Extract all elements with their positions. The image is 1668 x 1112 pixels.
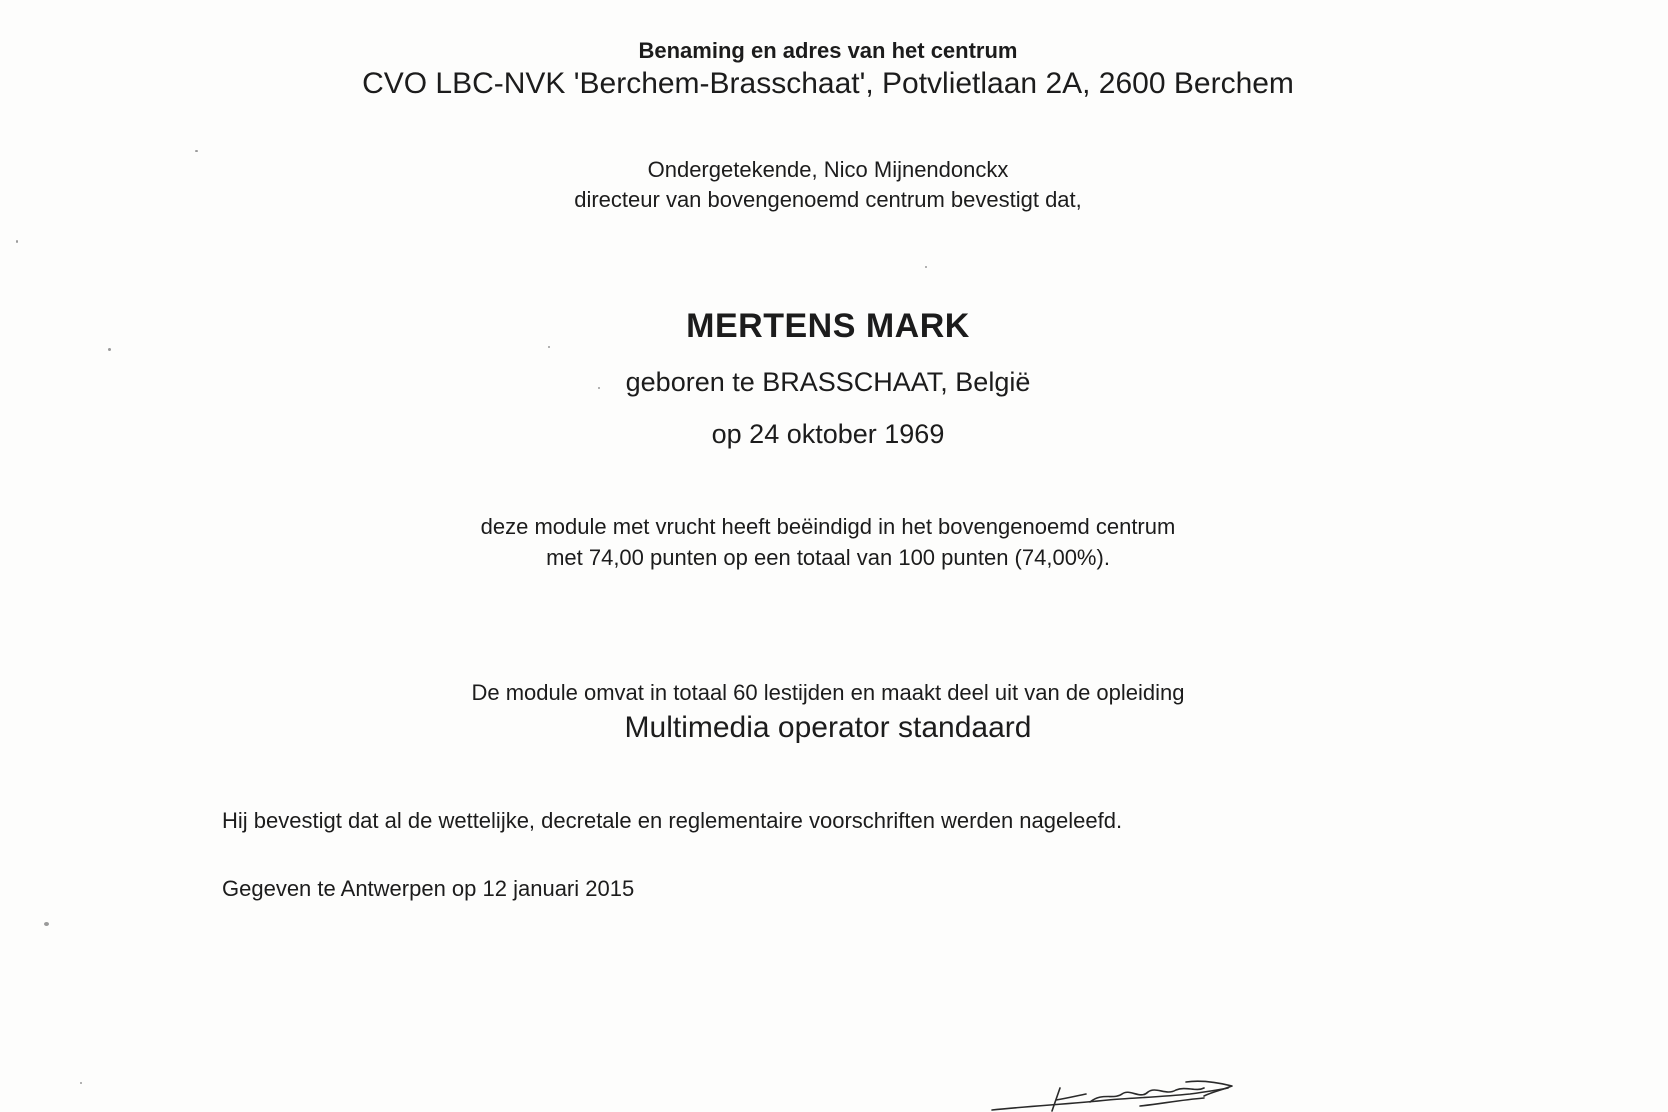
- scan-speck: [108, 348, 111, 351]
- student-birthplace: geboren te BRASSCHAAT, België: [625, 367, 1031, 397]
- signer-role-line: directeur van bovengenoemd centrum bevestigt dat,: [574, 187, 1082, 212]
- score-statement: met 74,00 punten op een totaal van 100 punten (74,00%).: [546, 545, 1110, 570]
- director-signature: [990, 1078, 1260, 1112]
- issue-place-date: Gegeven te Antwerpen op 12 januari 2015: [222, 876, 635, 901]
- scan-speck: [44, 922, 49, 926]
- scan-speck: [925, 266, 927, 268]
- student-name: MERTENS MARK: [686, 307, 970, 345]
- module-info: De module omvat in totaal 60 lestijden en maakt deel uit van de opleiding: [471, 680, 1185, 705]
- center-heading: Benaming en adres van het centrum: [638, 38, 1018, 63]
- program-name: Multimedia operator standaard: [624, 711, 1032, 744]
- scan-speck: [16, 240, 18, 243]
- center-address: CVO LBC-NVK 'Berchem-Brasschaat', Potvlietlaan 2A, 2600 Berchem: [362, 67, 1294, 100]
- legal-confirmation: Hij bevestigt dat al de wettelijke, decretale en reglementaire voorschriften werden nageleefd.: [222, 808, 1123, 833]
- signer-name-line: Ondergetekende, Nico Mijnendonckx: [647, 157, 1009, 182]
- scan-speck: [195, 150, 198, 152]
- scan-speck: [80, 1082, 82, 1084]
- completion-statement: deze module met vrucht heeft beëindigd in het bovengenoemd centrum: [480, 514, 1176, 539]
- scan-speck: [598, 387, 600, 389]
- student-birthdate: op 24 oktober 1969: [711, 419, 945, 449]
- scan-speck: [548, 346, 550, 348]
